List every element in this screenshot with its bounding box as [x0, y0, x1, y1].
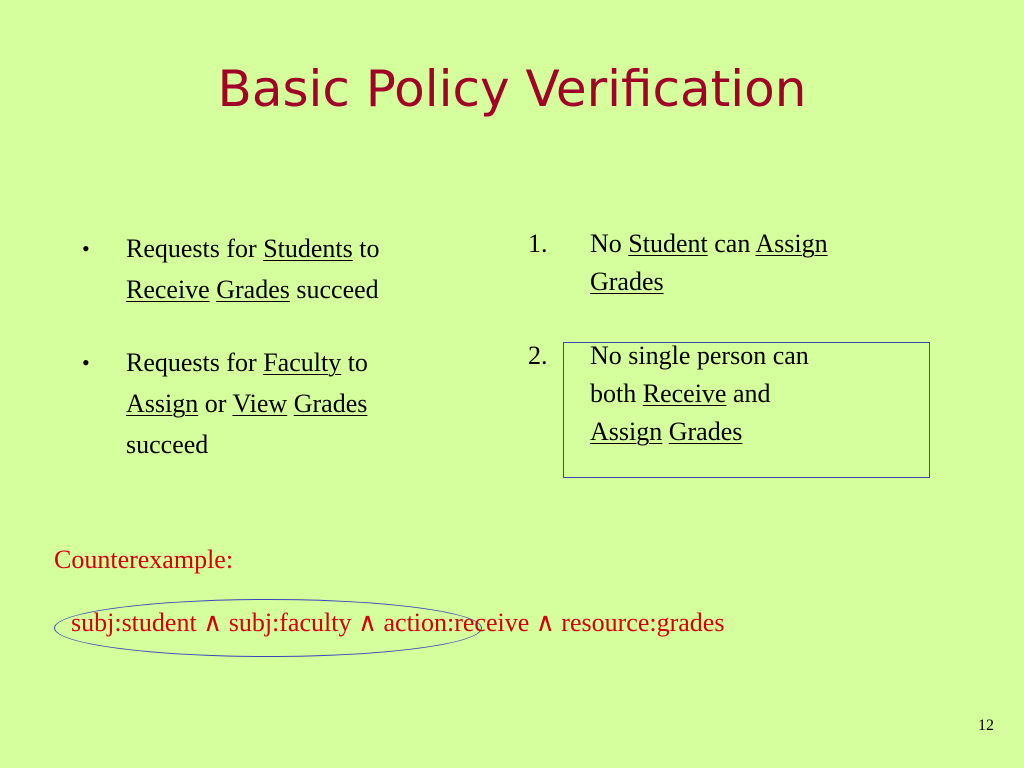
term-faculty: Faculty — [263, 348, 342, 377]
term-receive: Receive — [642, 379, 727, 408]
bullet-text: succeed — [289, 275, 379, 304]
term-receive: Receive — [126, 275, 210, 304]
item-number: 1. — [528, 229, 548, 258]
bullet-text: to — [341, 348, 368, 377]
slide-title: Basic Policy Verification — [217, 60, 807, 118]
counterexample-formula: subj:student ∧ subj:faculty ∧ action:receive ∧ resource:grades — [71, 608, 725, 637]
item-text: No — [590, 229, 629, 258]
bullet-icon: • — [82, 236, 90, 261]
bullet-text: to — [352, 234, 380, 263]
counterexample-label: Counterexample: — [54, 545, 234, 574]
item-text: can — [707, 229, 756, 258]
list-item — [528, 337, 948, 451]
list-item — [528, 225, 948, 301]
term-students: Students — [263, 234, 353, 263]
term-assign: Assign — [126, 389, 199, 418]
item-text: No single person can — [590, 341, 809, 370]
list-item — [82, 228, 502, 310]
properties-list — [528, 225, 948, 451]
term-view: View — [232, 389, 288, 418]
item-number: 2. — [528, 341, 548, 370]
item-text: both — [590, 379, 643, 408]
term-assign: Assign — [755, 229, 828, 258]
bullet-icon: • — [82, 350, 90, 375]
list-item — [82, 342, 502, 465]
requirements-list — [82, 228, 502, 483]
term-grades: Grades — [590, 267, 664, 296]
term-grades: Grades — [668, 417, 743, 446]
bullet-text: or — [198, 389, 233, 418]
item-text: and — [726, 379, 771, 408]
bullet-text: Requests for — [126, 348, 264, 377]
term-grades: Grades — [216, 275, 290, 304]
term-assign: Assign — [590, 417, 663, 446]
term-grades: Grades — [293, 389, 368, 418]
bullet-text: Requests for — [126, 234, 264, 263]
term-student: Student — [628, 229, 708, 258]
bullet-text: succeed — [126, 430, 209, 459]
page-number: 12 — [978, 717, 994, 734]
